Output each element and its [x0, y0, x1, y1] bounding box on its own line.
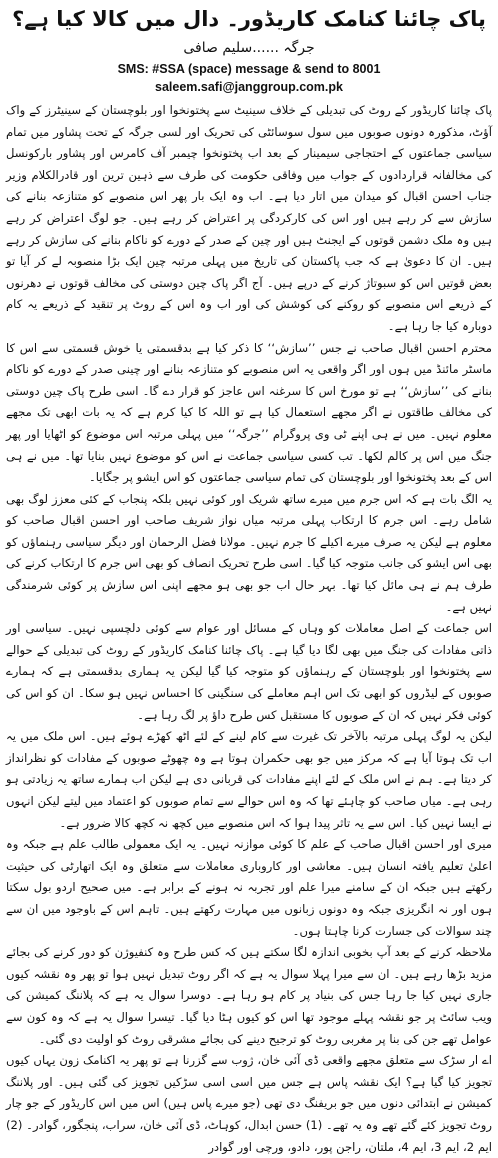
article-paragraph-8: اے ار سڑک سے متعلق مجھے واقعی ڈی آئی خان، ژوب سے گزرنا ہے تو پھر یہ اکنامک زون یہاں کیوں تجویز کیا گیا ہے؟ ایک نقشہ پاس ہے جس میں اسی اسی سڑکیں تجویز کی گئی ہیں۔ اور پلاننگ کمیشن نے ابتدائی دنوں میں جو بریفنگ دی تھی (جو میرے پاس ہیں) اس میں اس کاریڈور کے جو چار روٹ تجویز کئے گئے تھے وہ یہ تھے۔ (1) حسن ابدال، کوہاٹ، ڈی آئی خان، سراب، پنجگور، گوادر۔ (2) ایم 2، ایم 3، ایم 4، ملتان، راجن پور، دادو، ورچی اور گوادر: [6, 1053, 492, 1154]
article-paragraph-5: لیکن یہ لوگ پہلی مرتبہ بالآخر تک غیرت سے کام لینے کے لئے اٹھ کھڑے ہوئے ہیں۔ اس ملک میں یہ اب تک ہوتا آیا ہے کہ مرکز میں جو بھی حکمران ہوتا ہے وہ چھوٹے صوبوں کے مفادات کو نظرانداز کر دیتا ہے۔ ہم نے اس ملک کے لئے اپنے مفادات کی قربانی دی ہے لیکن اب ہمارے ساتھ یہ زیادتی ہو رہی ہے۔ میاں صاحب کو چاہئے تھا کہ وہ اس حوالے سے تمام صوبوں کو اعتماد میں لیتے لیکن انہوں نے ایسا نہیں کیا۔ اس سے یہ تاثر پیدا ہوا کہ اس منصوبے میں کچھ نہ کچھ کالا ضرور ہے۔: [6, 729, 492, 830]
article-paragraph-7: ملاحظہ کرنے کے بعد آپ بخوبی اندازہ لگا سکتے ہیں کہ کس طرح وہ کنفیوژن کو دور کرنے کی بجائے مزید بڑھا رہے ہیں۔ ان سے میرا پہلا سوال یہ ہے کہ اگر روٹ تبدیل نہیں ہوا تو پھر وہ نقشہ کیوں جاری نہیں کیا جا رہا جس کی بنیاد پر کام ہو رہا ہے۔ دوسرا سوال یہ ہے کہ پلاننگ کمیشن کی ویب سائٹ پر جو نقشہ پہلے موجود تھا اس کو کیوں ہٹا دیا گیا۔ تیسرا سوال یہ ہے کہ وہ کون سے عوامل تھے جن کی بنا پر مغربی روٹ کو ترجیح دینے کی بجائے مشرقی روٹ کو اولیت دی گئی۔: [6, 945, 492, 1046]
article-byline: جرگہ ......سلیم صافی: [183, 40, 315, 56]
article-paragraph-6: میری اور احسن اقبال صاحب کے علم کا کوئی موازنہ نہیں۔ یہ ایک معمولی طالب علم ہے جبکہ وہ اعلیٰ تعلیم یافتہ انسان ہیں۔ معاشی اور کاروباری معاملات سے متعلق وہ ایک اتھارٹی کی حیثیت رکھتے ہیں جبکہ ان کے سامنے میرا علم اور تجربہ نہ ہونے کے برابر ہے۔ میں صحیح اردو بول سکتا ہوں اور نہ انگریزی جبکہ وہ دونوں زبانوں میں مہارت رکھتے ہیں۔ تاہم اس کے باوجود میں ان سے چند سوالات کی جسارت کرنا چاہتا ہوں۔: [6, 837, 492, 938]
article-paragraph-2: محترم احسن اقبال صاحب نے جس ’’سازش‘‘ کا ذکر کیا ہے بدقسمتی یا خوش قسمتی سے اس کا ماسٹر مائنڈ میں ہوں اور اگر واقعی یہ اس منصوبے کو متنازعہ بنانے اور چینی صدر کے دورے کو ناکام بنانے کی ’’سازش‘‘ ہے تو مورخ اس کا سرغنہ اس عاجز کو قرار دے گا۔ اسی طرح پاک چین دوستی کی مخالف طاقتوں نے اگر مجھے استعمال کیا ہے تو اللہ کا کیا کرم ہے کہ یہ بات ابھی تک مجھے معلوم نہیں۔ میں نے ہی اپنے ٹی وی پروگرام ’’جرگہ‘‘ میں پہلی مرتبہ اس موضوع کو اٹھایا اور پھر جنگ میں اس پر کالم لکھا۔ تب کسی سیاسی جماعت نے اس کو موضوع نہیں بنایا تھا۔ میں نے ہی اس کے بعد پختونخوا اور بلوچستان کی تمام سیاسی جماعتوں کو اس ایشو پر جگایا۔: [6, 340, 492, 485]
sms-instructions: SMS: #SSA (space) message & send to 8001: [117, 62, 381, 76]
article-paragraph-3: یہ الگ بات ہے کہ اس جرم میں میرے ساتھ شریک اور کوئی نہیں بلکہ پنجاب کے کئی معزز لوگ بھی شامل رہے۔ اس جرم کا ارتکاب پہلی مرتبہ میاں نواز شریف صاحب اور احسن اقبال صاحب کو معلوم ہے لیکن یہ صرف میرے اکیلے کا جرم نہیں۔ مولانا فضل الرحمان اور دیگر سیاسی رہنماؤں کو بھی اس ایشو کی جانب متوجہ کیا گیا۔ اسی طرح تحریک انصاف کو بھی اس جرم کا ارتکاب کرنے کی طرف ہم نے ہی مائل کیا تھا۔ بہر حال اب جو بھی ہو مجھے اپنی اس سازش پر کوئی شرمندگی نہیں ہے۔: [6, 491, 492, 614]
author-email: saleem.safi@janggroup.com.pk: [155, 80, 343, 94]
article-paragraph-1: پاک چائنا کاریڈور کے روٹ کی تبدیلی کے خلاف سینیٹ سے پختونخوا اور بلوچستان کے سینیٹرز کے واک آؤٹ، مذکورہ دونوں صوبوں میں سول سوسائٹی کی تحریک اور لسی جرگہ کے تحت پشاور میں تمام سیاسی جماعتوں کے احتجاجی سیمینار کے بعد اب پختونخوا چیمبر آف کامرس اور پشاور بارکونسل کی مخالفانہ قراردادوں کے جواب میں وفاقی حکومت کی طرف سے ذہین ترین اور قادرالکلام وزیر جناب احسن اقبال کو میدان میں اتار دیا ہے۔ اب وہ ایک بار پھر اس منصوبے کو متنازعہ بنانے کی سازش سے کر رہے ہیں اور اس کی کارکردگی پر اعتراض کر رہے ہیں۔ جو لوگ اعتراض کر رہے ہیں وہ ملک دشمن قوتوں کے ایجنٹ ہیں اور چین کے صدر کے دورے کو ناکام بنانے کی سازش کر رہے ہیں۔ ان کا دعویٰ ہے کہ جب پاکستان کی تاریخ میں پہلی مرتبہ چین ایک بڑا منصوبہ لے کر آیا تو بعض قوتیں اس کو سبوتاژ کرنے کے درپے ہیں۔ آج اگر پاک چین دوستی کی مخالف قوتوں نے دھرنوں کے ذریعے اس منصوبے کو روکنے کی کوشش کی اور اب وہ اس کے روٹ پر تنقید کے ذریعے یہ کام دوبارہ کیا جا رہا ہے۔: [6, 103, 492, 333]
article-headline: پاک چائنا کنامک کاریڈور۔ دال میں کالا کیا ہے؟: [12, 7, 486, 31]
article-body: [6, 100, 492, 1158]
article-paragraph-4: اس جماعت کے اصل معاملات کو وہاں کے مسائل اور عوام سے کوئی دلچسپی نہیں۔ سیاسی اور ذاتی مفادات کی جنگ میں بھی لگا دیا گیا ہے۔ پاک چائنا کنامک کاریڈور کے روٹ کی تبدیلی کے حوالے سے پختونخوا اور بلوچستان کے رہنماؤں کو متوجہ کیا گیا لیکن یہ ہماری بدقسمتی ہے کہ ہمارے صوبوں کے لیڈروں کو ابھی تک اس اہم معاملے کی سنگینی کا احساس نہیں ہو سکا۔ ان کو اس کی کوئی فکر نہیں کہ ان کے صوبوں کا مستقبل کس طرح داؤ پر لگ رہا ہے۔: [6, 621, 492, 722]
